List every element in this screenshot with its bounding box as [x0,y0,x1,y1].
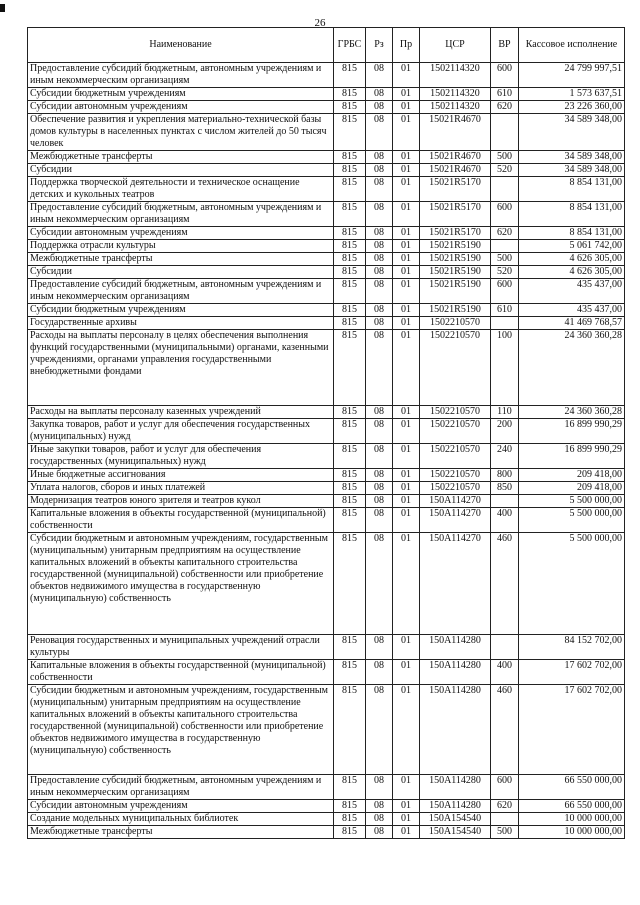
cell-vr: 620 [491,101,519,114]
cell-pr: 01 [393,88,420,101]
cell-csr: 1502210570 [420,406,491,419]
cell-rz: 08 [366,177,393,202]
cell-name: Субсидии [28,266,334,279]
cell-pr: 01 [393,240,420,253]
cell-grbs: 815 [334,253,366,266]
cell-amount: 10 000 000,00 [519,826,625,839]
cell-pr: 01 [393,508,420,533]
cell-grbs: 815 [334,813,366,826]
cell-amount: 24 360 360,28 [519,406,625,419]
cell-name: Поддержка творческой деятельности и техническое оснащение детских и кукольных театров [28,177,334,202]
table-row [28,469,625,482]
cell-csr: 15021R5190 [420,266,491,279]
cell-rz: 08 [366,800,393,813]
cell-amount: 435 437,00 [519,304,625,317]
cell-vr: 800 [491,469,519,482]
cell-rz: 08 [366,330,393,406]
cell-amount: 4 626 305,00 [519,266,625,279]
cell-grbs: 815 [334,482,366,495]
cell-csr: 150A114270 [420,533,491,635]
cell-rz: 08 [366,266,393,279]
cell-rz: 08 [366,482,393,495]
cell-amount: 8 854 131,00 [519,177,625,202]
cell-pr: 01 [393,202,420,227]
cell-amount: 10 000 000,00 [519,813,625,826]
cell-rz: 08 [366,240,393,253]
header-grbs: ГРБС [334,28,366,63]
table-row [28,177,625,202]
table-row [28,88,625,101]
cell-name: Капитальные вложения в объекты государственной (муниципальной) собственности [28,660,334,685]
cell-pr: 01 [393,279,420,304]
table-row [28,419,625,444]
cell-name: Субсидии бюджетным и автономным учреждениям, государственным (муниципальным) унитарным предприятиям на осуществление капитальных вложений в объекты капитального строительства государственной (муниципальной) собственности или приобретение объектов недвижимого имущества в государственную (муниципальную) собственность [28,685,334,775]
cell-vr [491,317,519,330]
cell-rz: 08 [366,444,393,469]
cell-csr: 150A114280 [420,685,491,775]
cell-name: Субсидии автономным учреждениям [28,101,334,114]
cell-grbs: 815 [334,533,366,635]
table-row [28,533,625,635]
cell-csr: 150A114280 [420,775,491,800]
cell-pr: 01 [393,419,420,444]
cell-grbs: 815 [334,406,366,419]
cell-name: Создание модельных муниципальных библиотек [28,813,334,826]
cell-grbs: 815 [334,317,366,330]
cell-vr: 460 [491,533,519,635]
cell-pr: 01 [393,317,420,330]
cell-rz: 08 [366,419,393,444]
table-row [28,114,625,151]
cell-csr: 15021R5170 [420,227,491,240]
cell-amount: 8 854 131,00 [519,227,625,240]
cell-grbs: 815 [334,266,366,279]
cell-csr: 1502210570 [420,482,491,495]
cell-name: Субсидии бюджетным учреждениям [28,88,334,101]
cell-amount: 34 589 348,00 [519,114,625,151]
cell-amount: 16 899 990,29 [519,444,625,469]
cell-amount: 5 500 000,00 [519,533,625,635]
cell-grbs: 815 [334,88,366,101]
cell-pr: 01 [393,151,420,164]
cell-csr: 1502210570 [420,317,491,330]
cell-csr: 1502210570 [420,469,491,482]
cell-rz: 08 [366,63,393,88]
cell-rz: 08 [366,813,393,826]
cell-name: Межбюджетные трансферты [28,151,334,164]
table-row [28,775,625,800]
cell-grbs: 815 [334,444,366,469]
cell-amount: 23 226 360,00 [519,101,625,114]
cell-grbs: 815 [334,177,366,202]
cell-grbs: 815 [334,419,366,444]
cell-pr: 01 [393,63,420,88]
cell-rz: 08 [366,685,393,775]
cell-rz: 08 [366,826,393,839]
cell-rz: 08 [366,660,393,685]
cell-amount: 5 500 000,00 [519,495,625,508]
cell-vr: 600 [491,279,519,304]
cell-grbs: 815 [334,304,366,317]
cell-vr: 400 [491,508,519,533]
table-row [28,826,625,839]
cell-csr: 150A114280 [420,635,491,660]
cell-name: Иные закупки товаров, работ и услуг для обеспечения государственных (муниципальных) нужд [28,444,334,469]
cell-grbs: 815 [334,469,366,482]
cell-name: Расходы на выплаты персоналу в целях обеспечения выполнения функций государственными (муниципальными) органами, казенными учреждениями, органами управления государственными внебюджетными фондами [28,330,334,406]
cell-csr: 1502114320 [420,101,491,114]
cell-rz: 08 [366,406,393,419]
cell-grbs: 815 [334,495,366,508]
cell-amount: 1 573 637,51 [519,88,625,101]
cell-grbs: 815 [334,202,366,227]
table-row [28,330,625,406]
cell-name: Предоставление субсидий бюджетным, автономным учреждениям и иным некоммерческим организациям [28,202,334,227]
cell-grbs: 815 [334,800,366,813]
cell-rz: 08 [366,253,393,266]
cell-pr: 01 [393,266,420,279]
cell-vr: 500 [491,253,519,266]
cell-pr: 01 [393,444,420,469]
cell-rz: 08 [366,635,393,660]
table-row [28,227,625,240]
cell-rz: 08 [366,495,393,508]
cell-csr: 1502210570 [420,330,491,406]
cell-rz: 08 [366,469,393,482]
cell-csr: 1502210570 [420,444,491,469]
table-row [28,444,625,469]
cell-csr: 150A114280 [420,800,491,813]
cell-name: Расходы на выплаты персоналу казенных учреждений [28,406,334,419]
cell-name: Капитальные вложения в объекты государственной (муниципальной) собственности [28,508,334,533]
cell-rz: 08 [366,775,393,800]
cell-vr: 500 [491,151,519,164]
cell-grbs: 815 [334,101,366,114]
cell-pr: 01 [393,482,420,495]
table-row [28,266,625,279]
table-row [28,101,625,114]
cell-pr: 01 [393,304,420,317]
table-row [28,63,625,88]
cell-grbs: 815 [334,151,366,164]
cell-csr: 150A114270 [420,495,491,508]
cell-name: Межбюджетные трансферты [28,826,334,839]
cell-pr: 01 [393,635,420,660]
cell-amount: 209 418,00 [519,469,625,482]
cell-grbs: 815 [334,660,366,685]
cell-grbs: 815 [334,227,366,240]
table-row [28,253,625,266]
cell-name: Субсидии бюджетным учреждениям [28,304,334,317]
cell-vr: 620 [491,227,519,240]
cell-csr: 15021R5190 [420,240,491,253]
cell-vr: 460 [491,685,519,775]
scan-corner-mark [0,4,5,12]
cell-rz: 08 [366,101,393,114]
cell-grbs: 815 [334,164,366,177]
table-row [28,635,625,660]
cell-pr: 01 [393,826,420,839]
cell-csr: 150A114280 [420,660,491,685]
cell-amount: 5 500 000,00 [519,508,625,533]
cell-name: Субсидии бюджетным и автономным учреждениям, государственным (муниципальным) унитарным предприятиям на осуществление капитальных вложений в объекты капитального строительства государственной (муниципальной) собственности или приобретение объектов недвижимого имущества в государственную (муниципальную) собственность [28,533,334,635]
cell-name: Реновация государственных и муниципальных учреждений отрасли культуры [28,635,334,660]
cell-amount: 16 899 990,29 [519,419,625,444]
cell-rz: 08 [366,533,393,635]
cell-csr: 15021R4670 [420,164,491,177]
cell-vr [491,240,519,253]
cell-name: Модернизация театров юного зрителя и театров кукол [28,495,334,508]
cell-grbs: 815 [334,685,366,775]
cell-vr: 240 [491,444,519,469]
cell-csr: 1502210570 [420,419,491,444]
table-row [28,406,625,419]
cell-name: Предоставление субсидий бюджетным, автономным учреждениям и иным некоммерческим организациям [28,279,334,304]
table-row [28,304,625,317]
cell-amount: 209 418,00 [519,482,625,495]
cell-vr: 600 [491,202,519,227]
cell-grbs: 815 [334,775,366,800]
table-row [28,202,625,227]
cell-name: Субсидии автономным учреждениям [28,800,334,813]
header-rz: Рз [366,28,393,63]
cell-csr: 15021R5190 [420,253,491,266]
header-csr: ЦСР [420,28,491,63]
cell-name: Закупка товаров, работ и услуг для обеспечения государственных (муниципальных) нужд [28,419,334,444]
cell-name: Обеспечение развития и укрепления материально-технической базы домов культуры в населенных пунктах с числом жителей до 50 тысяч человек [28,114,334,151]
cell-pr: 01 [393,330,420,406]
cell-grbs: 815 [334,330,366,406]
cell-vr: 200 [491,419,519,444]
cell-amount: 24 360 360,28 [519,330,625,406]
cell-amount: 4 626 305,00 [519,253,625,266]
cell-name: Субсидии [28,164,334,177]
cell-vr: 610 [491,304,519,317]
page-number: 26 [314,17,326,29]
cell-csr: 15021R4670 [420,151,491,164]
budget-execution-table [27,27,625,839]
cell-rz: 08 [366,114,393,151]
cell-amount: 17 602 702,00 [519,685,625,775]
cell-grbs: 815 [334,826,366,839]
cell-rz: 08 [366,508,393,533]
cell-pr: 01 [393,114,420,151]
cell-vr: 520 [491,164,519,177]
cell-pr: 01 [393,660,420,685]
table-row [28,508,625,533]
cell-vr: 110 [491,406,519,419]
header-pr: Пр [393,28,420,63]
cell-csr: 150A154540 [420,826,491,839]
table-row [28,317,625,330]
cell-vr: 850 [491,482,519,495]
cell-vr [491,635,519,660]
cell-amount: 24 799 997,51 [519,63,625,88]
cell-rz: 08 [366,304,393,317]
table-row [28,151,625,164]
cell-amount: 435 437,00 [519,279,625,304]
cell-csr: 15021R4670 [420,114,491,151]
table-row [28,482,625,495]
cell-name: Субсидии автономным учреждениям [28,227,334,240]
cell-name: Государственные архивы [28,317,334,330]
cell-csr: 1502114320 [420,63,491,88]
cell-vr: 600 [491,775,519,800]
cell-pr: 01 [393,775,420,800]
cell-name: Поддержка отрасли культуры [28,240,334,253]
cell-csr: 150A154540 [420,813,491,826]
cell-name: Межбюджетные трансферты [28,253,334,266]
cell-rz: 08 [366,227,393,240]
cell-vr: 100 [491,330,519,406]
cell-vr: 620 [491,800,519,813]
cell-name: Уплата налогов, сборов и иных платежей [28,482,334,495]
table-row [28,813,625,826]
cell-vr [491,813,519,826]
cell-grbs: 815 [334,635,366,660]
cell-amount: 17 602 702,00 [519,660,625,685]
cell-name: Иные бюджетные ассигнования [28,469,334,482]
cell-amount: 8 854 131,00 [519,202,625,227]
table-row [28,800,625,813]
cell-vr [491,495,519,508]
table-header-row [28,28,625,63]
cell-amount: 41 469 768,57 [519,317,625,330]
cell-grbs: 815 [334,63,366,88]
table-body [28,63,625,839]
cell-grbs: 815 [334,279,366,304]
cell-name: Предоставление субсидий бюджетным, автономным учреждениям и иным некоммерческим организациям [28,775,334,800]
cell-pr: 01 [393,253,420,266]
table-row [28,660,625,685]
cell-pr: 01 [393,685,420,775]
table-row [28,495,625,508]
cell-pr: 01 [393,227,420,240]
cell-pr: 01 [393,101,420,114]
cell-vr: 400 [491,660,519,685]
cell-vr: 520 [491,266,519,279]
cell-pr: 01 [393,800,420,813]
cell-name: Предоставление субсидий бюджетным, автономным учреждениям и иным некоммерческим организациям [28,63,334,88]
header-name: Наименование [28,28,334,63]
cell-vr [491,114,519,151]
cell-csr: 1502114320 [420,88,491,101]
cell-grbs: 815 [334,508,366,533]
cell-amount: 34 589 348,00 [519,164,625,177]
cell-pr: 01 [393,495,420,508]
cell-csr: 150A114270 [420,508,491,533]
cell-amount: 84 152 702,00 [519,635,625,660]
header-vr: ВР [491,28,519,63]
cell-vr [491,177,519,202]
table-row [28,164,625,177]
cell-pr: 01 [393,406,420,419]
cell-vr: 500 [491,826,519,839]
table-row [28,685,625,775]
cell-csr: 15021R5170 [420,202,491,227]
cell-vr: 600 [491,63,519,88]
cell-rz: 08 [366,151,393,164]
cell-rz: 08 [366,164,393,177]
table-row [28,240,625,253]
cell-amount: 66 550 000,00 [519,775,625,800]
cell-pr: 01 [393,469,420,482]
cell-pr: 01 [393,177,420,202]
cell-csr: 15021R5170 [420,177,491,202]
cell-grbs: 815 [334,240,366,253]
cell-csr: 15021R5190 [420,304,491,317]
cell-csr: 15021R5190 [420,279,491,304]
cell-pr: 01 [393,813,420,826]
cell-rz: 08 [366,202,393,227]
cell-rz: 08 [366,317,393,330]
header-amount: Кассовое исполнение [519,28,625,63]
cell-rz: 08 [366,88,393,101]
cell-pr: 01 [393,164,420,177]
cell-pr: 01 [393,533,420,635]
cell-vr: 610 [491,88,519,101]
cell-rz: 08 [366,279,393,304]
cell-amount: 66 550 000,00 [519,800,625,813]
cell-grbs: 815 [334,114,366,151]
cell-amount: 5 061 742,00 [519,240,625,253]
table-row [28,279,625,304]
cell-amount: 34 589 348,00 [519,151,625,164]
